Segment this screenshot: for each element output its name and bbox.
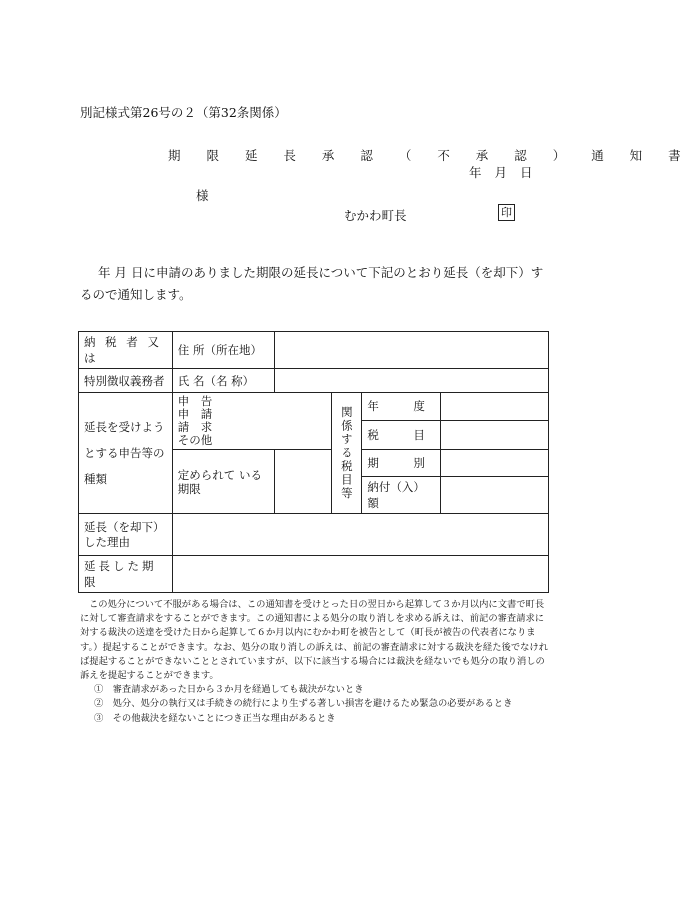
extension-label-line-1: 延長を受けよう: [84, 420, 165, 434]
extended-deadline-value[interactable]: [172, 556, 548, 593]
taxpayer-label-2: 特別徴収義務者: [79, 369, 173, 393]
name-value[interactable]: [274, 369, 548, 393]
extended-deadline-label: 延長した期限: [79, 556, 173, 593]
kinds-list: [172, 393, 232, 450]
issue-date: 年 月 日: [469, 165, 533, 180]
year-value[interactable]: [441, 393, 549, 421]
tax-value[interactable]: [441, 420, 549, 449]
related-tax-label: 関係する税目等: [332, 393, 362, 514]
kind-item: 申 告: [177, 394, 213, 408]
amount-value[interactable]: [441, 477, 549, 514]
recipient-suffix: 様: [196, 188, 209, 203]
document-title: 期 限 延 長 承 認 （ 不 承 認 ） 通 知 書: [168, 148, 692, 163]
name-label: 氏 名（名 称）: [172, 369, 274, 393]
seal-stamp: 印: [498, 204, 515, 221]
extension-label-line-3: 種類: [84, 472, 107, 486]
address-value[interactable]: [274, 332, 548, 369]
address-label: 住 所（所在地）: [172, 332, 274, 369]
appeal-paragraph: この処分について不服がある場合は、この通知書を受けとった日の翌日から起算して３か月以内に文書で町長に対して審査請求をすることができます。この通知書による処分の取り消しを求める訴えは、前記の審査請求に対する裁決の送達を受けた日から起算して６か月以内にむかわ町を被告として（町長が被告の代表者になります。）提起することができます。なお、処分の取り消しの訴えは、前記の審査請求に対する裁決を経た後でなければ提起することができないこととされていますが、以下に該当する場合には裁決を経ないでも処分の取り消しの訴えを提起することができます。: [80, 599, 549, 682]
kinds-blank: [232, 393, 332, 450]
kind-item: その他: [177, 433, 213, 447]
reason-label: 延長（を却下）した理由: [79, 514, 173, 556]
appeal-notes: [80, 598, 550, 726]
extension-label-line-2: とする申告等の: [84, 446, 165, 460]
notice-paragraph: 年 月 日に申請のありました期限の延長について下記のとおり延長（を却下）するので通知します。: [80, 265, 544, 302]
form-number: 別記様式第26号の２（第32条関係）: [80, 105, 287, 120]
related-item-year: 年 度: [362, 393, 441, 421]
appeal-item: ② 処分、処分の執行又は手続きの続行により生ずる著しい損害を避けるため緊急の必要があるとき: [94, 698, 513, 710]
reason-value[interactable]: [172, 514, 548, 556]
related-item-tax: 税 目: [362, 420, 441, 449]
deadline-label: 定められて いる期限: [172, 450, 274, 514]
kind-item: 請 求: [177, 420, 213, 434]
kind-item: 申 請: [177, 407, 213, 421]
deadline-value[interactable]: [274, 450, 332, 514]
appeal-item: ③ その他裁決を経ないことにつき正当な理由があるとき: [94, 712, 336, 724]
taxpayer-label-1: 納 税 者 又 は: [79, 332, 173, 369]
extension-type-label: [79, 393, 173, 514]
issuer-name: むかわ町長: [344, 208, 407, 223]
period-value[interactable]: [441, 450, 549, 477]
related-item-period: 期 別: [362, 450, 441, 477]
appeal-item: ① 審査請求があった日から３か月を経過しても裁決がないとき: [94, 684, 364, 696]
notice-table: [78, 331, 549, 593]
related-item-amount: 納付（入）額: [362, 477, 441, 514]
